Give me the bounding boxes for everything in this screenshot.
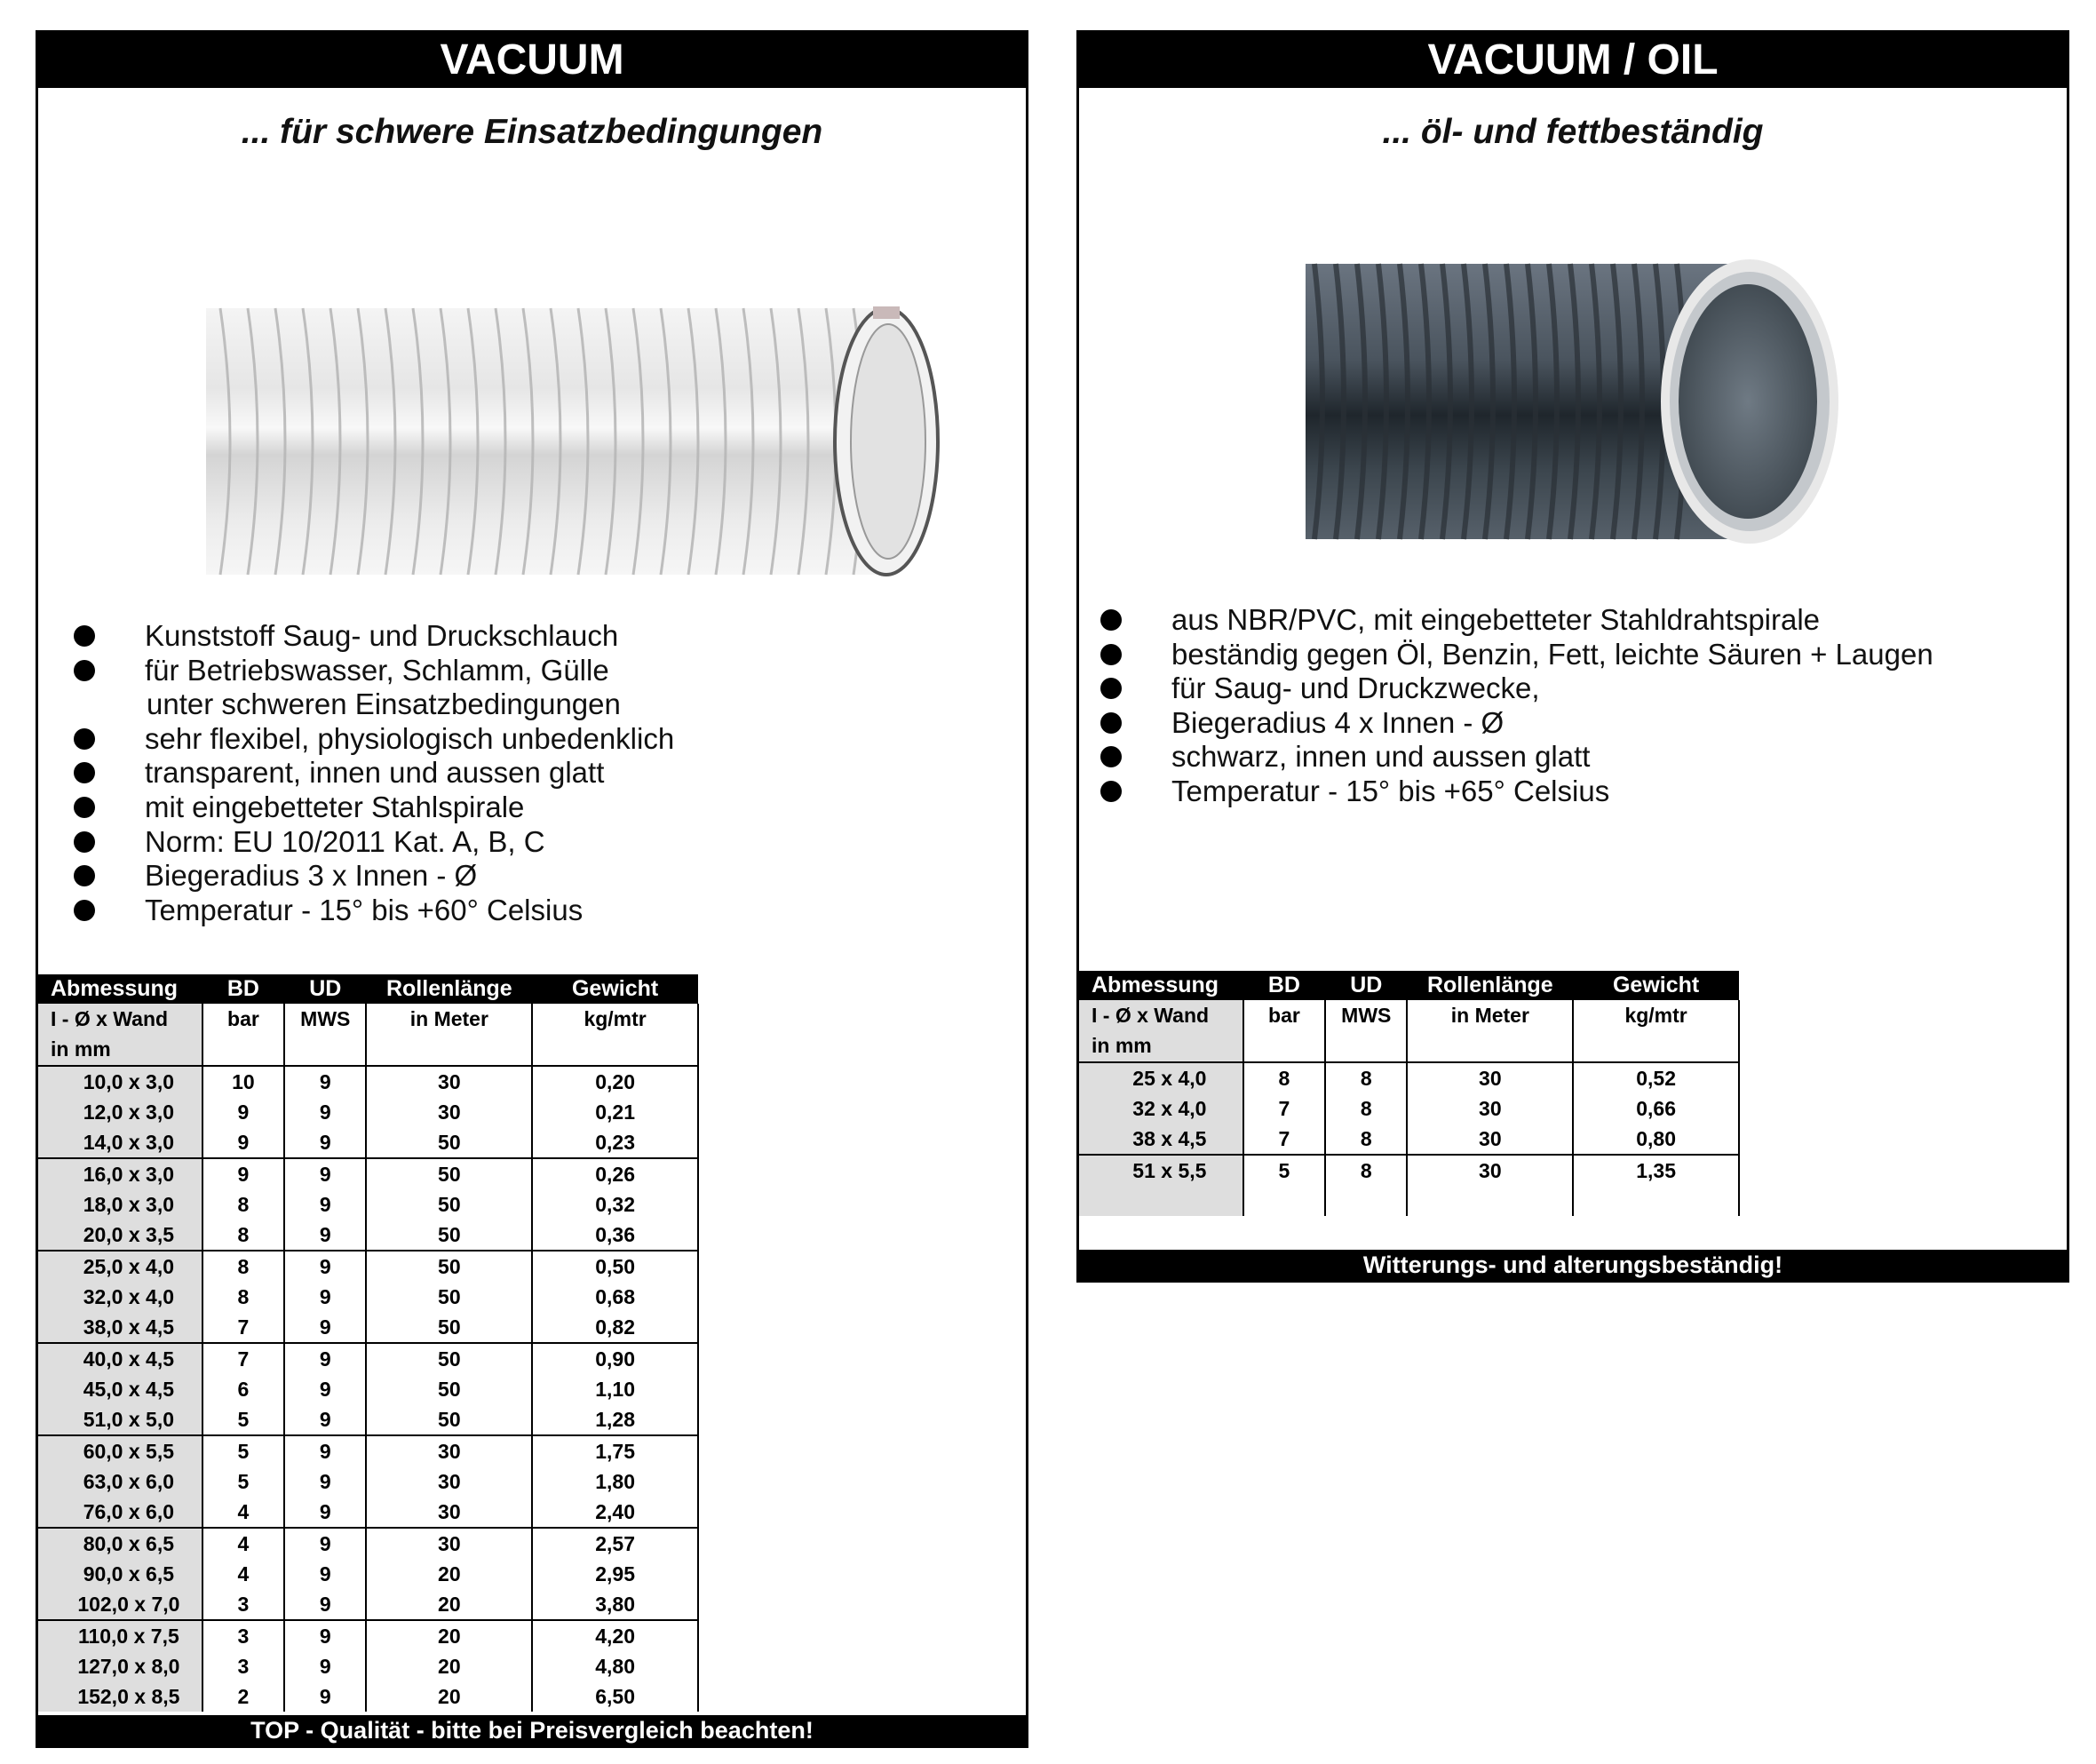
table-cell: 110,0 x 7,5 [38,1620,202,1651]
feature-item [1100,775,1933,809]
table-cell: 9 [284,1589,366,1620]
table-cell: 60,0 x 5,5 [38,1435,202,1466]
table-cell: 0,21 [532,1097,698,1127]
table-cell: 9 [284,1097,366,1127]
table-cell: 40,0 x 4,5 [38,1343,202,1374]
table-cell: 30 [366,1097,532,1127]
table-cell: 20 [366,1559,532,1589]
feature-item [74,654,674,688]
table-row [38,1158,698,1189]
bullet-icon [74,728,95,750]
table-cell: 8 [1325,1124,1407,1155]
feature-list [1100,603,1933,809]
table-cell: 9 [284,1282,366,1312]
feature-text: beständig gegen Öl, Benzin, Fett, leichte Säuren + Laugen [1171,637,1933,671]
table-cell: 12,0 x 3,0 [38,1097,202,1127]
table-cell: 0,52 [1573,1062,1739,1093]
table-cell: 10 [202,1066,284,1097]
table-header-row [38,974,698,1004]
table-row [38,1343,698,1374]
table-cell: 51 x 5,5 [1079,1155,1243,1186]
table-cell: 9 [284,1651,366,1681]
panel-footer: Witterungs- und alterungsbeständig! [1079,1250,2067,1280]
table-cell: 20 [366,1589,532,1620]
table-cell: 9 [284,1620,366,1651]
table-cell: 2,57 [532,1528,698,1559]
table-row [38,1497,698,1528]
table-cell: 45,0 x 4,5 [38,1374,202,1404]
column-header: Rollenlänge [1407,971,1573,1000]
table-cell: 7 [202,1312,284,1343]
table-cell: 7 [1243,1093,1325,1124]
table-cell: 9 [284,1251,366,1282]
empty-cell [1079,1186,1243,1216]
table-cell: 3,80 [532,1589,698,1620]
table-cell: 5 [202,1466,284,1497]
table-cell: 50 [366,1282,532,1312]
table-cell: 1,75 [532,1435,698,1466]
feature-item [1100,740,1933,775]
unit-cell: MWS [284,1004,366,1066]
panel-title: VACUUM [38,33,1026,88]
table-cell: 14,0 x 3,0 [38,1127,202,1158]
table-cell: 1,28 [532,1404,698,1435]
clear-hose-image [167,273,949,592]
table-row [38,1620,698,1651]
bullet-icon [74,762,95,783]
table-cell: 4,80 [532,1651,698,1681]
unit-row [38,1004,698,1066]
table-cell: 0,20 [532,1066,698,1097]
product-panel-vacuum [36,30,1028,1748]
table-header-row [1079,971,1739,1000]
table-cell: 50 [366,1158,532,1189]
table-cell: 9 [284,1528,366,1559]
feature-text: Biegeradius 4 x Innen - Ø [1171,705,1505,739]
feature-text: Kunststoff Saug- und Druckschlauch [145,619,619,652]
feature-list [74,619,674,927]
column-header: Gewicht [532,974,698,1004]
feature-text: Temperatur - 15° bis +60° Celsius [145,893,584,926]
table-cell: 9 [202,1158,284,1189]
table-cell: 50 [366,1189,532,1220]
table-cell: 0,50 [532,1251,698,1282]
table-cell: 8 [202,1251,284,1282]
bullet-icon [1100,781,1122,802]
feature-text: transparent, innen und aussen glatt [145,756,605,790]
table-cell: 8 [1325,1062,1407,1093]
feature-item [74,825,674,860]
feature-item [74,619,674,654]
table-row [1079,1155,1739,1186]
table-cell: 9 [284,1189,366,1220]
feature-item [74,756,674,791]
table-cell: 20 [366,1620,532,1651]
table-cell: 6 [202,1374,284,1404]
feature-item [1100,638,1933,672]
feature-item [74,859,674,894]
unit-cell: kg/mtr [1573,1000,1739,1062]
table-cell: 30 [1407,1062,1573,1093]
table-cell: 50 [366,1404,532,1435]
table-cell: 38 x 4,5 [1079,1124,1243,1155]
table-cell: 0,82 [532,1312,698,1343]
column-header: UD [284,974,366,1004]
bullet-icon [1100,746,1122,767]
feature-item [74,894,674,928]
column-header: BD [1243,971,1325,1000]
table-cell: 50 [366,1220,532,1251]
table-row [38,1466,698,1497]
table-cell: 3 [202,1589,284,1620]
table-cell: 7 [202,1343,284,1374]
feature-item [74,687,674,722]
table-cell: 0,66 [1573,1093,1739,1124]
table-cell: 38,0 x 4,5 [38,1312,202,1343]
unit-row [1079,1000,1739,1062]
table-cell: 9 [284,1066,366,1097]
table-cell: 32,0 x 4,0 [38,1282,202,1312]
table-cell: 30 [366,1066,532,1097]
table-cell: 5 [1243,1155,1325,1186]
table-cell: 50 [366,1127,532,1158]
table-row [38,1220,698,1251]
table-cell: 9 [202,1127,284,1158]
table-row [1079,1062,1739,1093]
unit-cell: kg/mtr [532,1004,698,1066]
table-cell: 5 [202,1404,284,1435]
table-cell: 25,0 x 4,0 [38,1251,202,1282]
bullet-icon [74,865,95,886]
bullet-icon [74,797,95,818]
table-row [38,1559,698,1589]
table-cell: 50 [366,1374,532,1404]
table-cell: 127,0 x 8,0 [38,1651,202,1681]
bullet-icon [74,831,95,853]
table-cell: 4 [202,1559,284,1589]
feature-text: Biegeradius 3 x Innen - Ø [145,859,478,893]
spec-table [38,974,699,1712]
table-cell: 20,0 x 3,5 [38,1220,202,1251]
column-header: Abmessung [1079,971,1243,1000]
feature-item [74,722,674,757]
table-cell: 8 [202,1220,284,1251]
unit-cell: bar [202,1004,284,1066]
table-cell: 2,40 [532,1497,698,1528]
table-cell: 30 [366,1497,532,1528]
table-cell: 90,0 x 6,5 [38,1559,202,1589]
table-cell: 1,35 [1573,1155,1739,1186]
table-cell: 9 [284,1497,366,1528]
table-cell: 4 [202,1528,284,1559]
table-cell: 50 [366,1312,532,1343]
bullet-icon [74,900,95,921]
feature-text: Temperatur - 15° bis +65° Celsius [1171,774,1610,807]
table-cell: 5 [202,1435,284,1466]
table-row [38,1312,698,1343]
bullet-icon [1100,609,1122,631]
table-row [38,1651,698,1681]
table-cell: 8 [1325,1093,1407,1124]
table-cell: 30 [1407,1155,1573,1186]
panel-title: VACUUM / OIL [1079,33,2067,88]
table-cell: 80,0 x 6,5 [38,1528,202,1559]
empty-cell [1325,1186,1407,1216]
bullet-icon [74,625,95,647]
table-row [38,1282,698,1312]
column-header: BD [202,974,284,1004]
table-cell: 2,95 [532,1559,698,1589]
table-cell: 9 [284,1681,366,1712]
table-row [38,1404,698,1435]
table-cell: 9 [284,1404,366,1435]
feature-text: mit eingebetteter Stahlspirale [145,790,525,823]
table-row [38,1435,698,1466]
table-cell: 9 [284,1220,366,1251]
table-cell: 30 [1407,1124,1573,1155]
table-row [38,1589,698,1620]
table-cell: 0,36 [532,1220,698,1251]
empty-cell [1573,1186,1739,1216]
feature-text: Norm: EU 10/2011 Kat. A, B, C [145,824,545,858]
table-cell: 50 [366,1343,532,1374]
table-cell: 9 [284,1127,366,1158]
table-cell: 6,50 [532,1681,698,1712]
table-cell: 3 [202,1620,284,1651]
unit-cell: in Meter [1407,1000,1573,1062]
table-cell: 30 [1407,1093,1573,1124]
table-cell: 2 [202,1681,284,1712]
empty-cell [1407,1186,1573,1216]
table-cell: 30 [366,1466,532,1497]
feature-text: schwarz, innen und aussen glatt [1171,740,1591,774]
empty-row [1079,1186,1739,1216]
feature-item [1100,603,1933,638]
table-row [1079,1124,1739,1155]
panel-subtitle: ... für schwere Einsatzbedingungen [241,113,823,151]
unit-cell: bar [1243,1000,1325,1062]
table-row [38,1189,698,1220]
table-row [38,1681,698,1712]
table-cell: 8 [202,1189,284,1220]
panel-subtitle: ... öl- und fettbeständig [1382,113,1764,151]
column-header: UD [1325,971,1407,1000]
bullet-icon [1100,678,1122,699]
empty-cell [1243,1186,1325,1216]
table-cell: 20 [366,1681,532,1712]
table-cell: 102,0 x 7,0 [38,1589,202,1620]
table-cell: 51,0 x 5,0 [38,1404,202,1435]
unit-cell: in Meter [366,1004,532,1066]
table-cell: 0,23 [532,1127,698,1158]
feature-text: für Betriebswasser, Schlamm, Gülle [145,653,609,687]
table-row [38,1127,698,1158]
table-cell: 8 [202,1282,284,1312]
table-row [38,1097,698,1127]
table-cell: 8 [1325,1155,1407,1186]
table-row [1079,1093,1739,1124]
table-cell: 0,90 [532,1343,698,1374]
feature-item [1100,706,1933,741]
table-row [38,1251,698,1282]
column-header: Abmessung [38,974,202,1004]
table-cell: 3 [202,1651,284,1681]
feature-text: sehr flexibel, physiologisch unbedenklich [145,721,675,755]
spec-table [1079,971,1740,1216]
table-cell: 4 [202,1497,284,1528]
table-cell: 9 [202,1097,284,1127]
feature-item [74,791,674,825]
table-cell: 76,0 x 6,0 [38,1497,202,1528]
table-row [38,1528,698,1559]
unit-cell: MWS [1325,1000,1407,1062]
bullet-icon [1100,644,1122,665]
table-cell: 9 [284,1559,366,1589]
black-hose-image [1306,255,1847,548]
feature-item [1100,671,1933,706]
table-cell: 20 [366,1651,532,1681]
unit-cell: I - Ø x Wand in mm [38,1004,202,1066]
table-cell: 1,80 [532,1466,698,1497]
bullet-icon [1100,712,1122,734]
table-cell: 18,0 x 3,0 [38,1189,202,1220]
table-cell: 50 [366,1251,532,1282]
feature-text: unter schweren Einsatzbedingungen [147,687,621,721]
column-header: Rollenlänge [366,974,532,1004]
table-cell: 10,0 x 3,0 [38,1066,202,1097]
table-row [38,1066,698,1097]
table-cell: 25 x 4,0 [1079,1062,1243,1093]
column-header: Gewicht [1573,971,1739,1000]
table-cell: 16,0 x 3,0 [38,1158,202,1189]
product-panel-vacuum-oil [1076,30,2069,1283]
unit-cell: I - Ø x Wand in mm [1079,1000,1243,1062]
table-cell: 9 [284,1312,366,1343]
table-cell: 9 [284,1343,366,1374]
feature-text: aus NBR/PVC, mit eingebetteter Stahldrahtspirale [1171,603,1821,636]
table-cell: 63,0 x 6,0 [38,1466,202,1497]
bullet-icon [74,660,95,681]
table-cell: 9 [284,1466,366,1497]
feature-text: für Saug- und Druckzwecke, [1171,671,1540,705]
table-cell: 4,20 [532,1620,698,1651]
table-cell: 7 [1243,1124,1325,1155]
table-cell: 0,68 [532,1282,698,1312]
table-cell: 9 [284,1435,366,1466]
table-cell: 9 [284,1374,366,1404]
table-cell: 9 [284,1158,366,1189]
table-cell: 32 x 4,0 [1079,1093,1243,1124]
table-cell: 30 [366,1528,532,1559]
table-cell: 0,80 [1573,1124,1739,1155]
table-cell: 30 [366,1435,532,1466]
panel-footer: TOP - Qualität - bitte bei Preisvergleich beachten! [38,1715,1026,1745]
table-cell: 152,0 x 8,5 [38,1681,202,1712]
table-cell: 8 [1243,1062,1325,1093]
table-cell: 0,26 [532,1158,698,1189]
table-row [38,1374,698,1404]
table-cell: 0,32 [532,1189,698,1220]
table-cell: 1,10 [532,1374,698,1404]
